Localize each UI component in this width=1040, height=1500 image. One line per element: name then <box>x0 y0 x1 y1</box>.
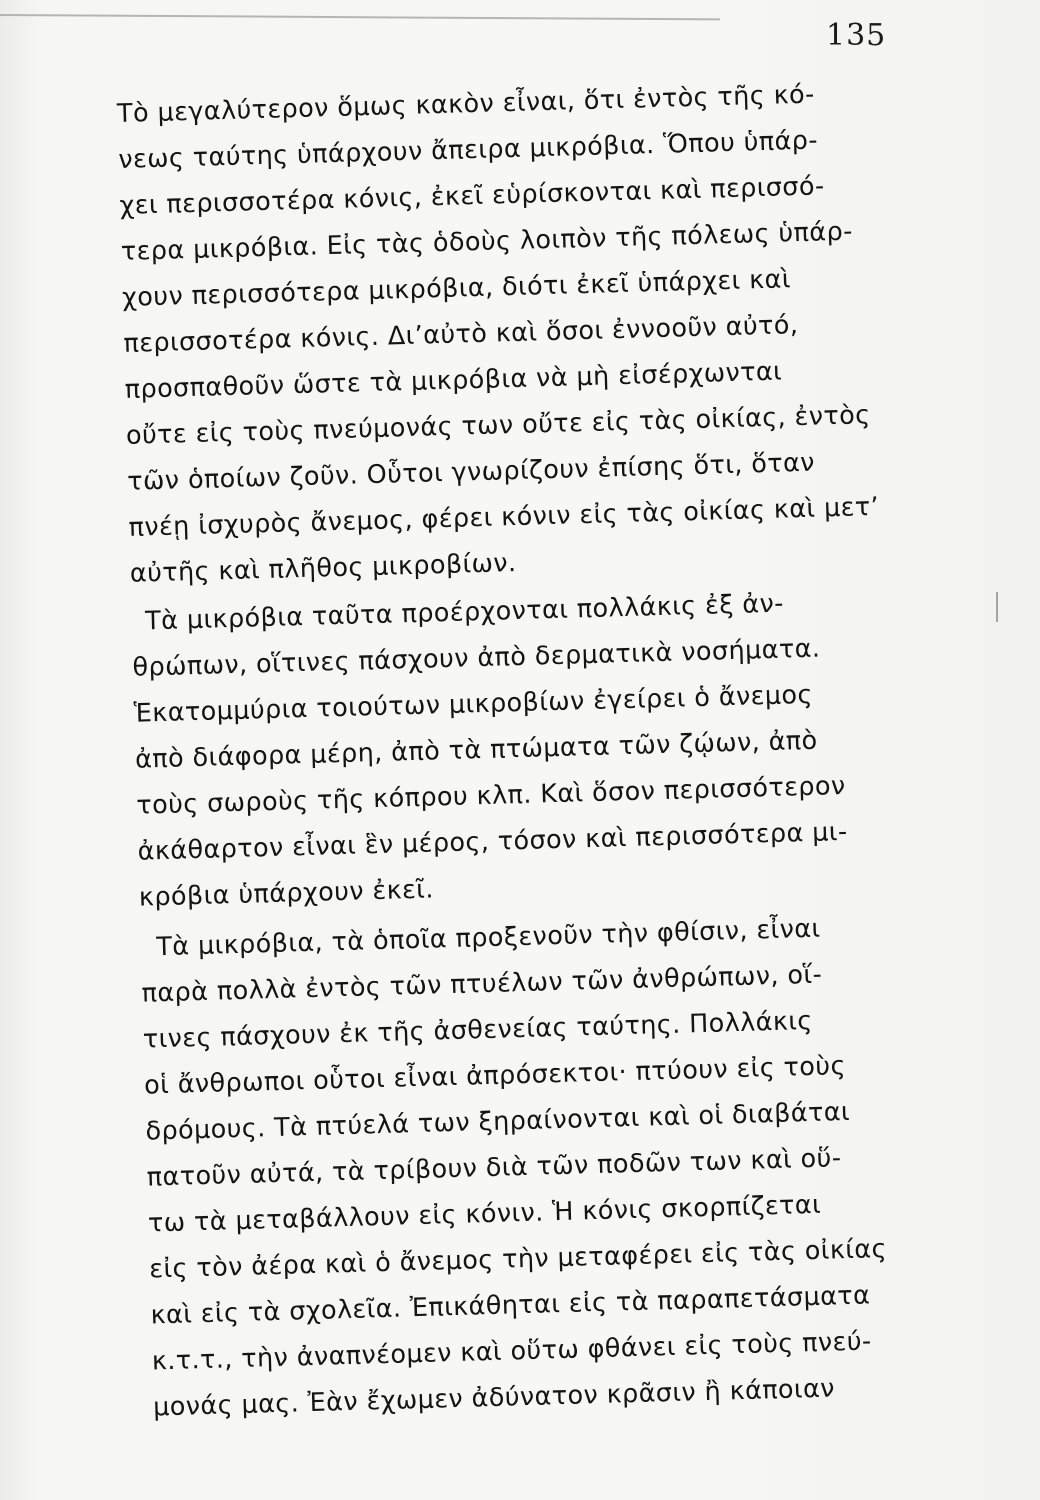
text-line-20: παρὰ πολλὰ ἐντὸς τῶν πτυέλων τῶν ἀνθρώπων, οἵ- <box>141 959 823 1009</box>
text-line-24: πατοῦν αὐτά, τὰ τρίβουν διὰ τῶν ποδῶν των καὶ οὕ- <box>146 1143 842 1193</box>
text-line-16: τοὺς σωροὺς τῆς κόπρου κλπ. Καὶ ὅσον περισσότερον <box>135 770 846 821</box>
text-line-28: κ.τ.τ., τὴν ἀναπνέομεν καὶ οὕτω φθάνει εἰς τοὺς πνεύ- <box>151 1326 872 1377</box>
text-line-2: νεως ταύτης ὑπάρχουν ἄπειρα μικρόβια. Ὅπου ὑπάρ- <box>117 125 819 175</box>
margin-mark <box>996 592 998 622</box>
text-line-23: δρόμους. Τὰ πτύελά των ξηραίνονται καὶ οἱ διαβάται <box>145 1096 851 1147</box>
text-line-3: χει περισσοτέρα κόνις, ἐκεῖ εὑρίσκονται καὶ περισσό- <box>119 171 825 221</box>
text-line-8: οὔτε εἰς τοὺς πνεύμονάς των οὔτε εἰς τὰς οἰκίας, ἐντὸς <box>125 400 871 451</box>
text-line-10: πνέῃ ἰσχυρὸς ἄνεμος, φέρει κόνιν εἰς τὰς οἰκίας καὶ μετ’ <box>128 491 880 543</box>
text-line-5: χουν περισσότερα μικρόβια, διότι ἐκεῖ ὑπάρχει καὶ <box>121 264 792 313</box>
page-number: 135 <box>826 18 887 53</box>
text-line-1: Τὸ μεγαλύτερον ὅμως κακὸν εἶναι, ὅτι ἐντὸς τῆς κό- <box>116 79 816 129</box>
text-line-6: περισσοτέρα κόνις. Δι’αὐτὸ καὶ ὅσοι ἐννοοῦν αὐτό, <box>123 310 799 359</box>
text-line-14: Ἑκατομμύρια τοιούτων μικροβίων ἐγείρει ὁ ἄνεμος <box>133 679 814 729</box>
text-line-9: τῶν ὁποίων ζοῦν. Οὗτοι γνωρίζουν ἐπίσης ὅτι, ὅταν <box>126 447 816 497</box>
text-line-12: Τὰ μικρόβια ταῦτα προέρχονται πολλάκις ἐξ ἀν- <box>144 588 785 637</box>
text-line-4: τερα μικρόβια. Εἰς τὰς ὁδοὺς λοιπὸν τῆς πόλεως ὑπάρ- <box>120 216 854 267</box>
text-line-7: προσπαθοῦν ὥστε τὰ μικρόβια νὰ μὴ εἰσέρχωνται <box>124 356 783 405</box>
text-line-17: ἀκάθαρτον εἶναι ἓν μέρος, τόσον καὶ περισσότερα μι- <box>137 816 848 867</box>
text-line-22: οἱ ἄνθρωποι οὗτοι εἶναι ἀπρόσεκτοι· πτύουν εἰς τοὺς <box>143 1051 847 1101</box>
text-line-26: εἰς τὸν ἀέρα καὶ ὁ ἄνεμος τὴν μεταφέρει εἰς τὰς οἰκίας <box>148 1233 888 1285</box>
body-text <box>116 52 976 1423</box>
top-edge-rule <box>0 14 720 20</box>
text-line-18: κρόβια ὑπάρχουν ἐκεῖ. <box>138 874 435 913</box>
text-line-15: ἀπὸ διάφορα μέρη, ἀπὸ τὰ πτώματα τῶν ζῴων, ἀπὸ <box>134 725 819 775</box>
text-line-29: μονάς μας. Ἐὰν ἔχωμεν ἀδύνατον κρᾶσιν ἢ κάποιαν <box>152 1373 836 1423</box>
text-line-25: τω τὰ μεταβάλλουν εἰς κόνιν. Ἡ κόνις σκορπίζεται <box>147 1189 822 1239</box>
text-line-13: θρώπων, οἵτινες πάσχουν ἀπὸ δερματικὰ νοσήματα. <box>132 633 821 683</box>
text-line-27: καὶ εἰς τὰ σχολεῖα. Ἐπικάθηται εἰς τὰ παραπετάσματα <box>150 1280 871 1331</box>
text-line-11: αὐτῆς καὶ πλῆθος μικροβίων. <box>129 548 517 589</box>
text-line-21: τινες πάσχουν ἐκ τῆς ἀσθενείας ταύτης. Πολλάκις <box>142 1005 814 1055</box>
text-line-19: Τὰ μικρόβια, τὰ ὁποῖα προξενοῦν τὴν φθίσιν, εἶναι <box>155 913 821 963</box>
